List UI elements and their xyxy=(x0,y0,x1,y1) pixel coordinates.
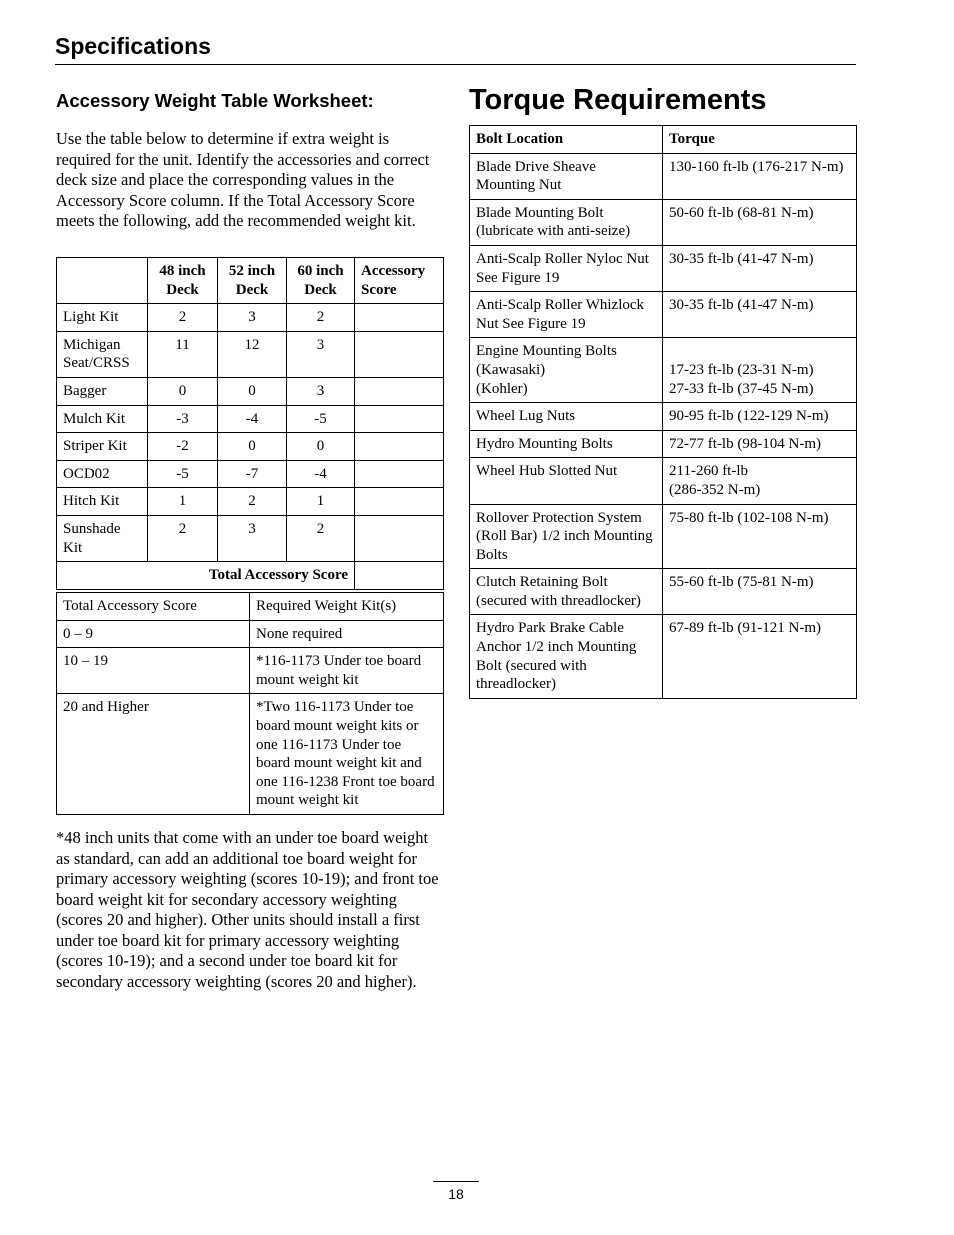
accessory-score-cell[interactable] xyxy=(355,515,444,561)
torque-value-cell: 211-260 ft-lb (286-352 N-m) xyxy=(663,458,857,504)
deck-value-cell: 11 xyxy=(148,331,218,377)
bolt-location-cell: Hydro Mounting Bolts xyxy=(470,430,663,458)
bolt-location-cell: Wheel Hub Slotted Nut xyxy=(470,458,663,504)
weight-header-cell: Total Accessory Score xyxy=(57,593,250,621)
deck-value-cell: -5 xyxy=(287,405,355,433)
accessory-name-cell: OCD02 xyxy=(57,460,148,488)
accessory-table-row xyxy=(57,460,444,488)
accessory-name-cell: Bagger xyxy=(57,377,148,405)
accessory-header-cell xyxy=(57,258,148,304)
deck-value-cell: 0 xyxy=(148,377,218,405)
weight-table-header-row xyxy=(57,593,444,621)
bolt-location-cell: Wheel Lug Nuts xyxy=(470,403,663,431)
deck-value-cell: -4 xyxy=(218,405,287,433)
required-weight-table xyxy=(56,592,444,815)
deck-value-cell: 2 xyxy=(287,304,355,332)
worksheet-intro: Use the table below to determine if extra weight is required for the unit. Identify the accessories and correct deck size and place the corresponding values in the Accessory Score column. If the Total Accessory Score meets the following, add the recommended weight kit. xyxy=(56,129,430,230)
accessory-score-cell[interactable] xyxy=(355,433,444,461)
deck-value-cell: 2 xyxy=(148,515,218,561)
torque-table-row xyxy=(470,245,857,291)
accessory-table-body xyxy=(57,304,444,562)
bolt-location-cell: Hydro Park Brake Cable Anchor 1/2 inch Mounting Bolt (secured with threadlocker) xyxy=(470,615,663,698)
deck-value-cell: 1 xyxy=(287,488,355,516)
deck-value-cell: 1 xyxy=(148,488,218,516)
torque-table-row xyxy=(470,569,857,615)
torque-table-header-row xyxy=(470,126,857,154)
bolt-location-cell: Blade Drive Sheave Mounting Nut xyxy=(470,153,663,199)
deck-value-cell: 3 xyxy=(287,377,355,405)
required-kit-cell: *116-1173 Under toe board mount weight kit xyxy=(250,648,444,694)
torque-table-row xyxy=(470,458,857,504)
deck-value-cell: 2 xyxy=(148,304,218,332)
torque-title: Torque Requirements xyxy=(469,84,767,116)
required-kit-cell: *Two 116-1173 Under toe board mount weight kits or one 116-1173 Under toe board mount weight kit and one 116-1238 Front toe board mount weight kit xyxy=(250,694,444,815)
accessory-header-cell: Accessory Score xyxy=(355,258,444,304)
deck-value-cell: -3 xyxy=(148,405,218,433)
bolt-location-cell: Rollover Protection System (Roll Bar) 1/2 inch Mounting Bolts xyxy=(470,504,663,569)
accessory-table-row xyxy=(57,433,444,461)
accessory-name-cell: Striper Kit xyxy=(57,433,148,461)
accessory-score-cell[interactable] xyxy=(355,488,444,516)
deck-value-cell: -4 xyxy=(287,460,355,488)
accessory-header-cell: 52 inch Deck xyxy=(218,258,287,304)
deck-value-cell: 0 xyxy=(218,377,287,405)
torque-table-row xyxy=(470,153,857,199)
torque-table-row xyxy=(470,199,857,245)
torque-value-cell: 50-60 ft-lb (68-81 N-m) xyxy=(663,199,857,245)
torque-value-cell: 55-60 ft-lb (75-81 N-m) xyxy=(663,569,857,615)
accessory-header-cell: 60 inch Deck xyxy=(287,258,355,304)
torque-table-row xyxy=(470,504,857,569)
deck-value-cell: 3 xyxy=(218,304,287,332)
torque-value-cell: 17-23 ft-lb (23-31 N-m) 27-33 ft-lb (37-45 N-m) xyxy=(663,338,857,403)
accessory-score-cell[interactable] xyxy=(355,331,444,377)
deck-value-cell: 0 xyxy=(218,433,287,461)
page-number: 18 xyxy=(448,1186,464,1202)
torque-value-cell: 90-95 ft-lb (122-129 N-m) xyxy=(663,403,857,431)
deck-value-cell: 2 xyxy=(287,515,355,561)
torque-value-cell: 30-35 ft-lb (41-47 N-m) xyxy=(663,292,857,338)
weight-table-row xyxy=(57,620,444,648)
accessory-score-cell[interactable] xyxy=(355,460,444,488)
accessory-table-row xyxy=(57,331,444,377)
accessory-table-row xyxy=(57,488,444,516)
torque-table xyxy=(469,125,857,699)
section-header: Specifications xyxy=(55,33,211,59)
bolt-location-cell: Clutch Retaining Bolt (secured with threadlocker) xyxy=(470,569,663,615)
accessory-score-cell[interactable] xyxy=(355,405,444,433)
score-range-cell: 0 – 9 xyxy=(57,620,250,648)
accessory-header-cell: 48 inch Deck xyxy=(148,258,218,304)
accessory-score-cell[interactable] xyxy=(355,377,444,405)
required-kit-cell: None required xyxy=(250,620,444,648)
accessory-table-row xyxy=(57,405,444,433)
accessory-table-row xyxy=(57,377,444,405)
page-number-rule xyxy=(433,1181,479,1182)
bolt-location-cell: Anti-Scalp Roller Whizlock Nut See Figure 19 xyxy=(470,292,663,338)
torque-table-row xyxy=(470,292,857,338)
deck-value-cell: 3 xyxy=(218,515,287,561)
torque-table-body xyxy=(470,153,857,698)
torque-value-cell: 67-89 ft-lb (91-121 N-m) xyxy=(663,615,857,698)
torque-value-cell: 30-35 ft-lb (41-47 N-m) xyxy=(663,245,857,291)
torque-table-row xyxy=(470,615,857,698)
deck-value-cell: 3 xyxy=(287,331,355,377)
score-range-cell: 20 and Higher xyxy=(57,694,250,815)
torque-value-cell: 72-77 ft-lb (98-104 N-m) xyxy=(663,430,857,458)
torque-value-cell: 130-160 ft-lb (176-217 N-m) xyxy=(663,153,857,199)
weight-header-cell: Required Weight Kit(s) xyxy=(250,593,444,621)
torque-value-cell: 75-80 ft-lb (102-108 N-m) xyxy=(663,504,857,569)
deck-value-cell: 12 xyxy=(218,331,287,377)
torque-table-row xyxy=(470,338,857,403)
total-accessory-score-label: Total Accessory Score xyxy=(57,562,355,590)
total-accessory-score-value[interactable] xyxy=(355,562,444,590)
bolt-location-cell: Anti-Scalp Roller Nyloc Nut See Figure 19 xyxy=(470,245,663,291)
deck-value-cell: 2 xyxy=(218,488,287,516)
accessory-name-cell: Michigan Seat/CRSS xyxy=(57,331,148,377)
weight-table-row xyxy=(57,694,444,815)
deck-value-cell: -7 xyxy=(218,460,287,488)
left-column xyxy=(56,90,444,232)
deck-value-cell: 0 xyxy=(287,433,355,461)
accessory-table-header-row xyxy=(57,258,444,304)
header-rule xyxy=(55,64,856,65)
torque-table-row xyxy=(470,430,857,458)
bolt-location-cell: Engine Mounting Bolts (Kawasaki) (Kohler) xyxy=(470,338,663,403)
deck-value-cell: -5 xyxy=(148,460,218,488)
accessory-total-row xyxy=(57,562,444,590)
accessory-table-row xyxy=(57,304,444,332)
accessory-table-row xyxy=(57,515,444,561)
accessory-score-cell[interactable] xyxy=(355,304,444,332)
torque-header-cell: Bolt Location xyxy=(470,126,663,154)
worksheet-title: Accessory Weight Table Worksheet: xyxy=(56,90,374,111)
accessory-name-cell: Hitch Kit xyxy=(57,488,148,516)
torque-header-cell: Torque xyxy=(663,126,857,154)
score-range-cell: 10 – 19 xyxy=(57,648,250,694)
accessory-weight-table xyxy=(56,257,444,590)
accessory-name-cell: Sunshade Kit xyxy=(57,515,148,561)
deck-value-cell: -2 xyxy=(148,433,218,461)
accessory-name-cell: Mulch Kit xyxy=(57,405,148,433)
accessory-name-cell: Light Kit xyxy=(57,304,148,332)
weight-table-row xyxy=(57,648,444,694)
torque-table-row xyxy=(470,403,857,431)
bolt-location-cell: Blade Mounting Bolt (lubricate with anti-seize) xyxy=(470,199,663,245)
weight-footnote: *48 inch units that come with an under toe board weight as standard, can add an additional toe board weight for primary accessory weighting (scores 10-19); and front toe board weight kit for secondary accessory weighting (scores 20 and higher). Other units should install a first under toe board kit for primary accessory weighting (scores 10-19); and a second under toe board kit for secondary accessory weighting (scores 20 and higher). xyxy=(56,828,439,991)
weight-table-body xyxy=(57,620,444,814)
